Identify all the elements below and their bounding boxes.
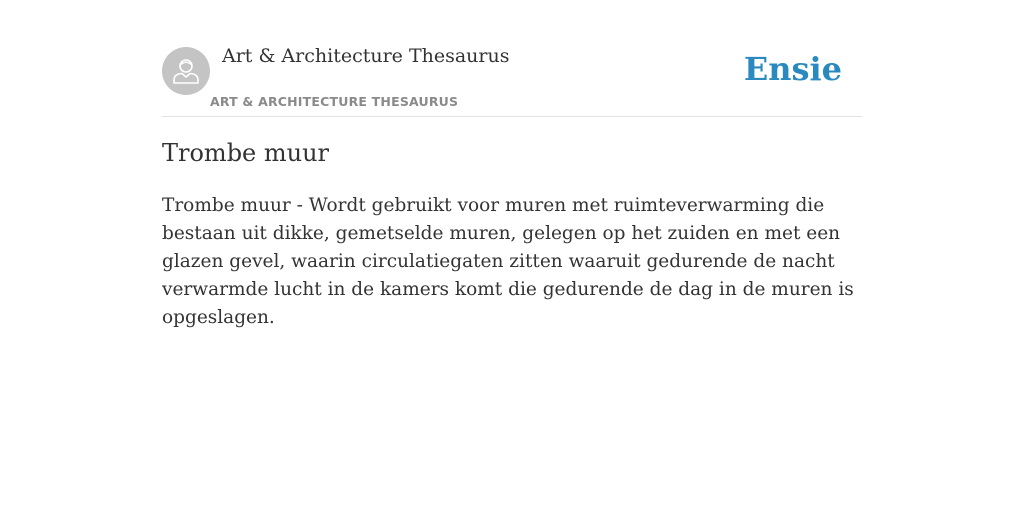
author-name[interactable]: Art & Architecture Thesaurus xyxy=(222,45,510,67)
user-icon xyxy=(171,56,201,86)
article-header xyxy=(162,40,862,117)
article-body: Trombe muur - Wordt gebruikt voor muren met ruimteverwarming die bestaan uit dikke, gemetselde muren, gelegen op het zuiden en met een glazen gevel, waarin circulatiegaten zitten waaruit gedurende de nacht verwarmde lucht in de kamers komt die gedurende de dag in de muren is opgeslagen. xyxy=(162,195,854,328)
ensie-logo[interactable]: Ensie xyxy=(743,50,842,88)
author-avatar[interactable] xyxy=(162,47,210,95)
article-title: Trombe muur xyxy=(162,139,330,167)
author-category[interactable]: ART & ARCHITECTURE THESAURUS xyxy=(210,94,459,109)
